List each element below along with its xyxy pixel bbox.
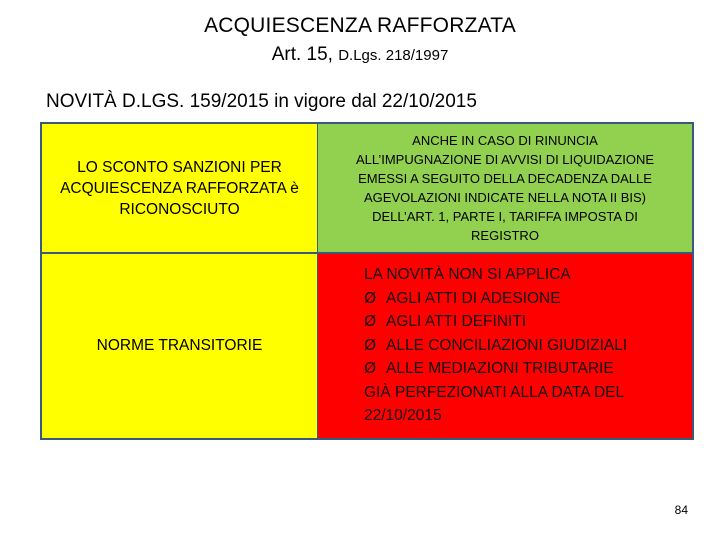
exclusions-box bbox=[317, 254, 694, 440]
text-line: RICONOSCIUTO bbox=[119, 200, 240, 218]
list-item-text: AGLI ATTI DEFINITI bbox=[386, 313, 527, 330]
text-line: DELL’ART. 1, PARTE I, TARIFFA IMPOSTA DI bbox=[372, 209, 638, 224]
text-line: ANCHE IN CASO DI RINUNCIA bbox=[412, 133, 598, 148]
transitional-rules-label: NORME TRANSITORIE bbox=[96, 337, 263, 354]
list-item bbox=[364, 287, 627, 311]
exclusions-outro-date: 22/10/2015 bbox=[364, 407, 442, 424]
slide-title: ACQUIESCENZA RAFFORZATA bbox=[204, 14, 516, 37]
list-item bbox=[364, 310, 627, 334]
arrow-bullet-icon: Ø bbox=[364, 335, 377, 354]
text-line: EMESSI A SEGUITO DELLA DECADENZA DALLE bbox=[358, 171, 652, 186]
list-item bbox=[364, 357, 627, 381]
list-item-text: ALLE CONCILIAZIONI GIUDIZIALI bbox=[386, 336, 628, 354]
exclusions-intro: LA NOVITÀ NON SI APPLICA bbox=[364, 266, 571, 283]
waiver-box bbox=[317, 122, 694, 254]
list-item bbox=[364, 334, 627, 358]
text-line: REGISTRO bbox=[471, 228, 539, 243]
exclusions-outro: GIÀ PERFEZIONATI ALLA DATA DEL bbox=[364, 383, 625, 401]
waiver-text bbox=[356, 131, 654, 245]
arrow-bullet-icon: Ø bbox=[364, 359, 377, 377]
text-line: LO SCONTO SANZIONI PER bbox=[77, 158, 282, 176]
text-line: AGEVOLAZIONI INDICATE NELLA NOTA II BIS) bbox=[364, 190, 646, 205]
slide-subtitle: NOVITÀ D.LGS. 159/2015 in vigore dal 22/10/2015 bbox=[46, 91, 477, 112]
arrow-bullet-icon: Ø bbox=[364, 288, 377, 307]
discount-recognized-box bbox=[40, 122, 317, 254]
discount-recognized-text bbox=[60, 157, 299, 220]
article-decree: D.Lgs. 218/1997 bbox=[338, 47, 449, 64]
slide-article-ref bbox=[0, 44, 720, 66]
text-line: ALL’IMPUGNAZIONE DI AVVISI DI LIQUIDAZIONE bbox=[355, 152, 655, 167]
list-item-text: AGLI ATTI DI ADESIONE bbox=[386, 289, 561, 307]
article-main: Art. 15, bbox=[271, 44, 339, 65]
arrow-bullet-icon: Ø bbox=[364, 312, 377, 330]
list-item-text: ALLE MEDIAZIONI TRIBUTARIE bbox=[386, 360, 614, 377]
text-line: ACQUIESCENZA RAFFORZATA è bbox=[60, 179, 299, 197]
exclusions-text bbox=[364, 263, 627, 428]
transitional-rules-box bbox=[40, 254, 317, 440]
page-number: 84 bbox=[674, 503, 688, 517]
